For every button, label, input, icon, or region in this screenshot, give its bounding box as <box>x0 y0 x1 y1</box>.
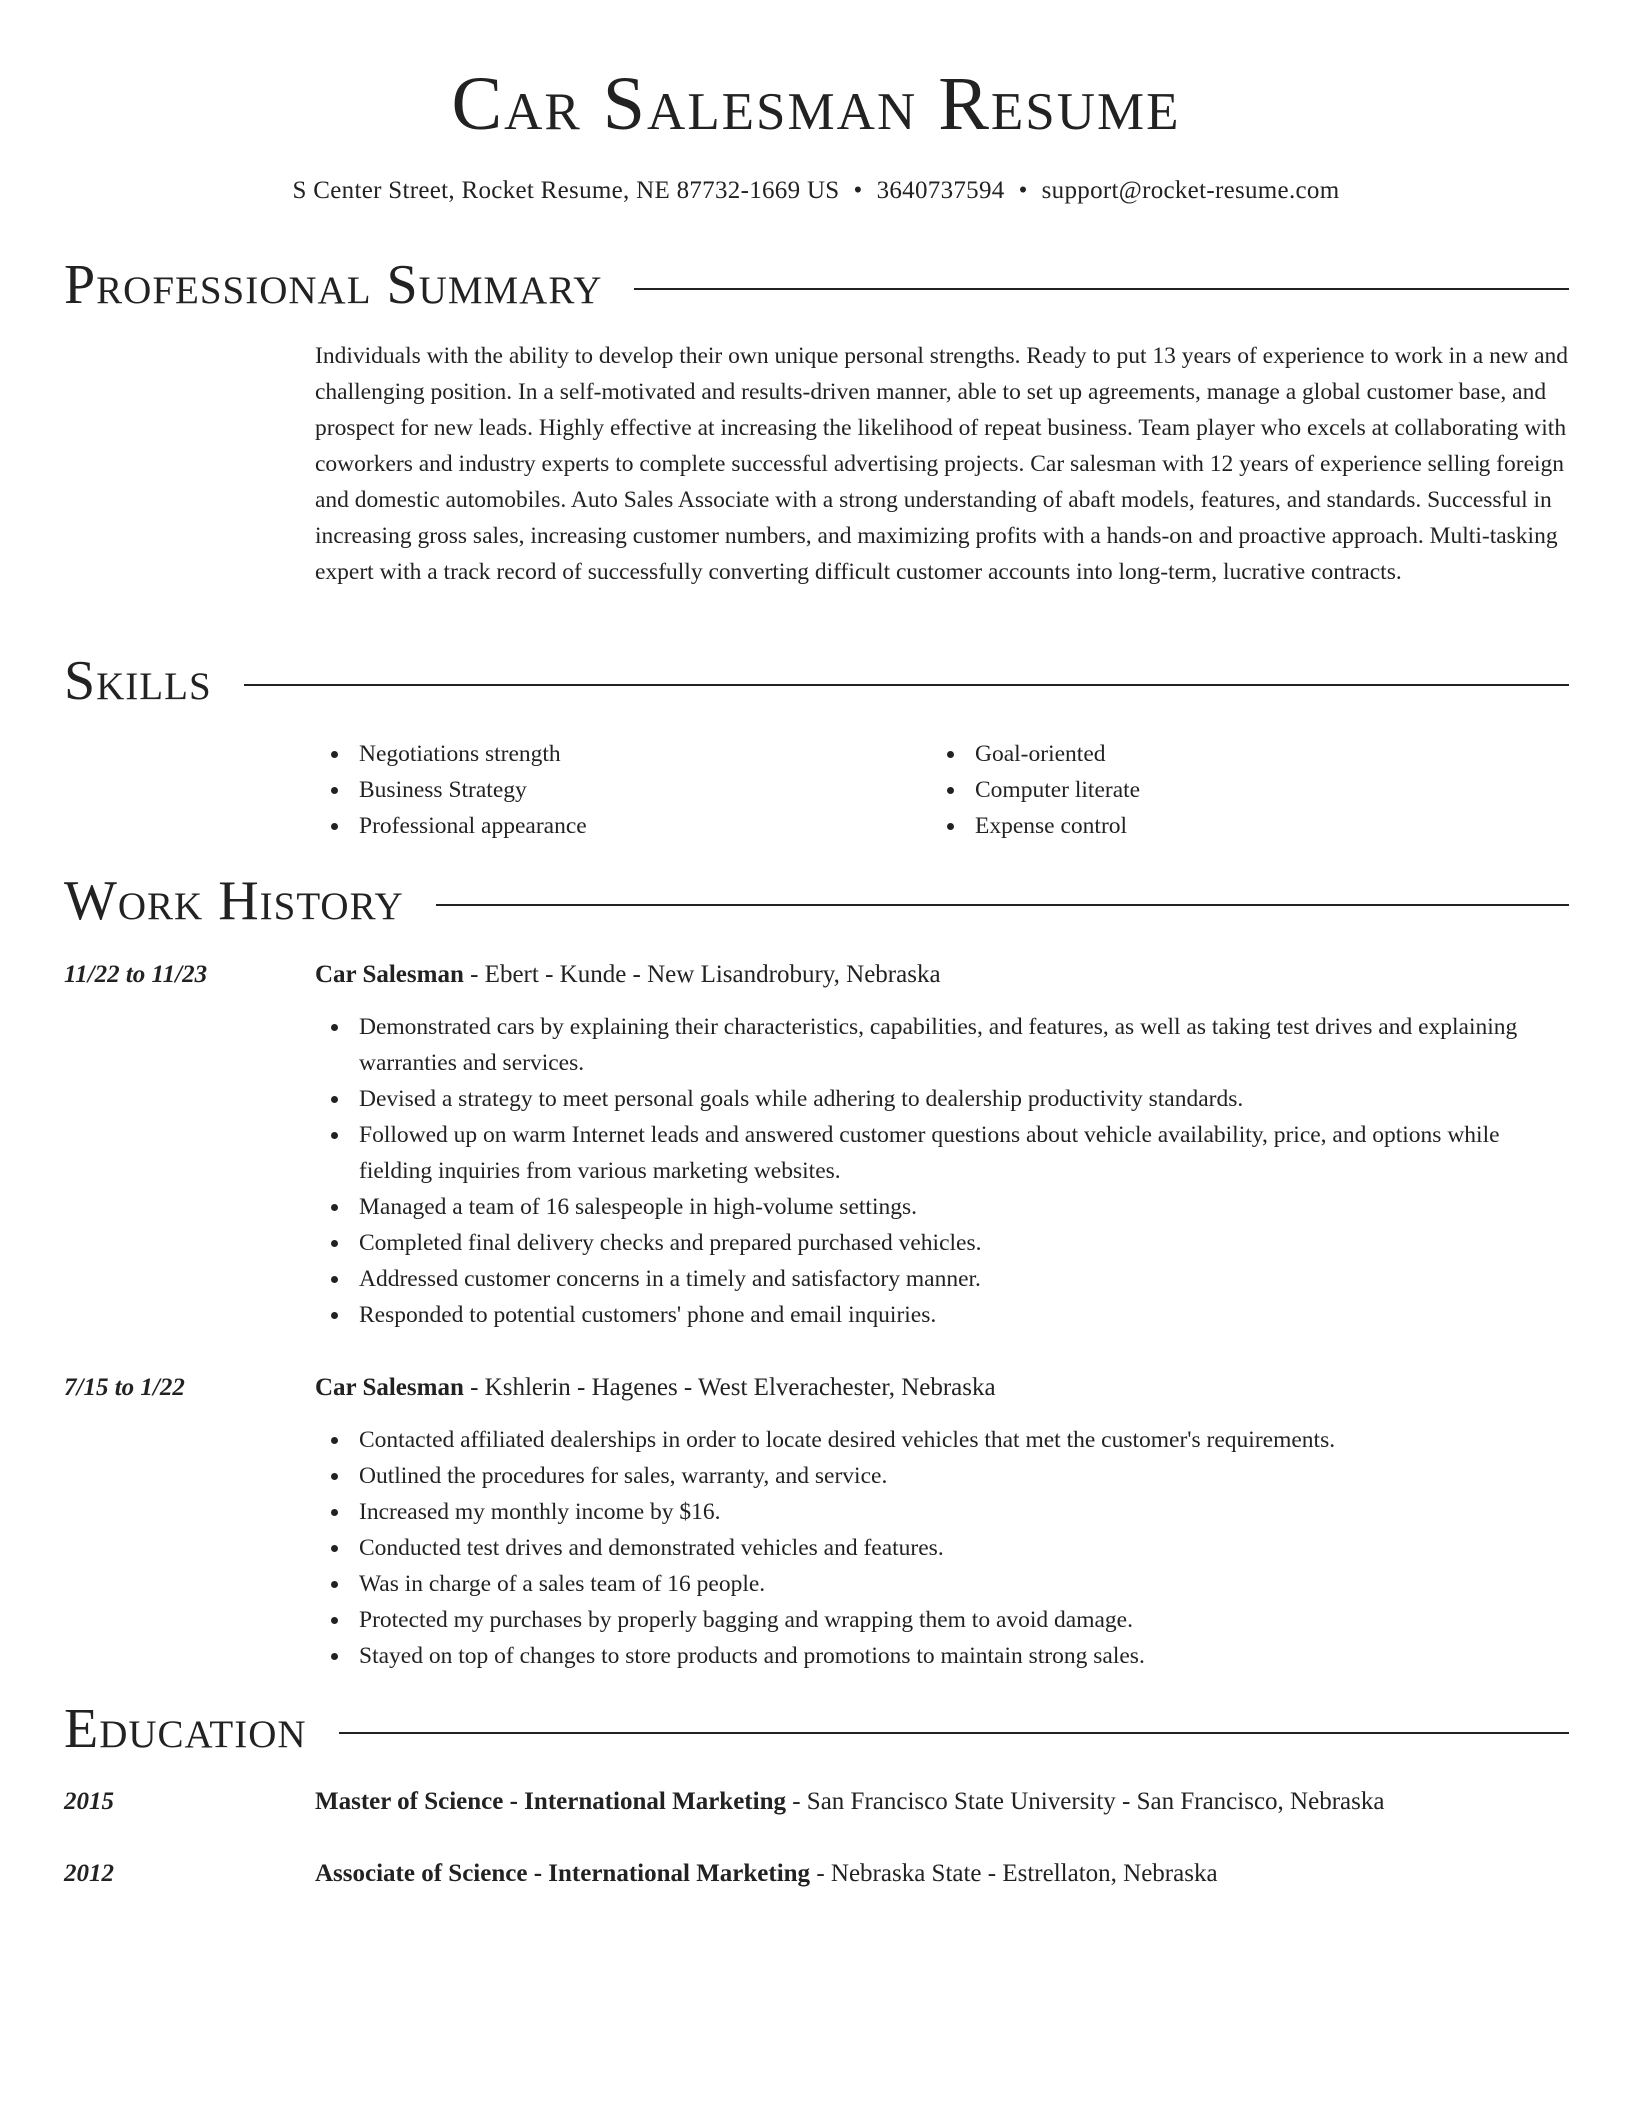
job-duties-list <box>315 1009 1570 1333</box>
contact-phone: 3640737594 <box>876 177 1005 204</box>
contact-address: S Center Street, Rocket Resume, NE 87732-1669 US <box>292 177 840 204</box>
job-details: - Kshlerin - Hagenes - West Elverachester, Nebraska <box>463 1374 996 1401</box>
job-title: Car Salesman <box>315 961 464 988</box>
contact-separator: • <box>853 177 863 204</box>
skill-item: Professional appearance <box>315 808 915 844</box>
job-dates: 7/15 to 1/22 <box>64 1374 185 1401</box>
job-duty-item: Conducted test drives and demonstrated vehicles and features. <box>315 1530 1570 1566</box>
skill-item: Business Strategy <box>315 772 915 808</box>
skill-item: Computer literate <box>931 772 1531 808</box>
skill-item: Expense control <box>931 808 1531 844</box>
contact-separator: • <box>1018 177 1028 204</box>
section-title-summary: Professional Summary <box>64 254 603 316</box>
section-divider <box>339 1732 1569 1734</box>
job-duty-item: Demonstrated cars by explaining their characteristics, capabilities, and features, as well as taking test drives and explaining warranties and services. <box>315 1009 1570 1081</box>
page-title: Car Salesman Resume <box>451 62 1181 146</box>
job-duty-item: Increased my monthly income by $16. <box>315 1494 1570 1530</box>
section-divider <box>436 904 1569 906</box>
section-title-skills: Skills <box>64 650 212 712</box>
job-duty-item: Managed a team of 16 salespeople in high-volume settings. <box>315 1189 1570 1225</box>
education-details: - Nebraska State - Estrellaton, Nebraska <box>810 1860 1218 1887</box>
job-duty-item: Devised a strategy to meet personal goals while adhering to dealership productivity standards. <box>315 1081 1570 1117</box>
job-duty-item: Followed up on warm Internet leads and answered customer questions about vehicle availability, price, and options while fielding inquiries from various marketing websites. <box>315 1117 1570 1189</box>
job-duty-item: Contacted affiliated dealerships in order to locate desired vehicles that met the customer's requirements. <box>315 1422 1570 1458</box>
education-year: 2015 <box>64 1788 114 1815</box>
job-duty-item: Completed final delivery checks and prepared purchased vehicles. <box>315 1225 1570 1261</box>
section-header-summary <box>64 250 1569 320</box>
skill-item: Negotiations strength <box>315 736 915 772</box>
job-duties-list <box>315 1422 1570 1674</box>
job-duty-item: Outlined the procedures for sales, warranty, and service. <box>315 1458 1570 1494</box>
section-header-work <box>64 866 1569 936</box>
job-heading <box>315 1370 1570 1406</box>
skills-list-left <box>315 736 915 844</box>
contact-email: support@rocket-resume.com <box>1041 177 1340 204</box>
job-details: - Ebert - Kunde - New Lisandrobury, Nebraska <box>463 961 941 988</box>
section-title-education: Education <box>64 1698 307 1760</box>
job-duty-item: Was in charge of a sales team of 16 people. <box>315 1566 1570 1602</box>
education-heading <box>315 1784 1570 1820</box>
section-header-education <box>64 1694 1569 1764</box>
job-title: Car Salesman <box>315 1374 464 1401</box>
education-year: 2012 <box>64 1860 114 1887</box>
job-duty-item: Addressed customer concerns in a timely and satisfactory manner. <box>315 1261 1570 1297</box>
contact-line <box>0 174 1632 208</box>
skills-list-right <box>931 736 1531 844</box>
education-details: - San Francisco State University - San Francisco, Nebraska <box>785 1788 1385 1815</box>
summary-text: Individuals with the ability to develop their own unique personal strengths. Ready to put 13 years of experience to work in a new and challenging position. In a self-motivated and results-driven manner, able to set up agreements, manage a global customer base, and prospect for new leads. Highly effective at increasing the likelihood of repeat business. Team player who excels at collaborating with coworkers and industry experts to complete successful advertising projects. Car salesman with 12 years of experience selling foreign and domestic automobiles. Auto Sales Associate with a strong understanding of abaft models, features, and standards. Successful in increasing gross sales, increasing customer numbers, and maximizing profits with a hands-on and proactive approach. Multi-tasking expert with a track record of successfully converting difficult customer accounts into long-term, lucrative contracts. <box>315 343 1569 585</box>
education-degree: Associate of Science - International Marketing <box>315 1860 811 1887</box>
job-duty-item: Stayed on top of changes to store products and promotions to maintain strong sales. <box>315 1638 1570 1674</box>
section-divider <box>634 288 1569 290</box>
section-divider <box>244 684 1569 686</box>
job-duty-item: Protected my purchases by properly bagging and wrapping them to avoid damage. <box>315 1602 1570 1638</box>
skill-item: Goal-oriented <box>931 736 1531 772</box>
section-title-work: Work History <box>64 870 404 932</box>
section-header-skills <box>64 646 1569 716</box>
job-heading <box>315 957 1570 993</box>
education-heading <box>315 1856 1570 1892</box>
job-dates: 11/22 to 11/23 <box>64 961 208 988</box>
education-degree: Master of Science - International Marketing <box>315 1788 786 1815</box>
job-duty-item: Responded to potential customers' phone and email inquiries. <box>315 1297 1570 1333</box>
